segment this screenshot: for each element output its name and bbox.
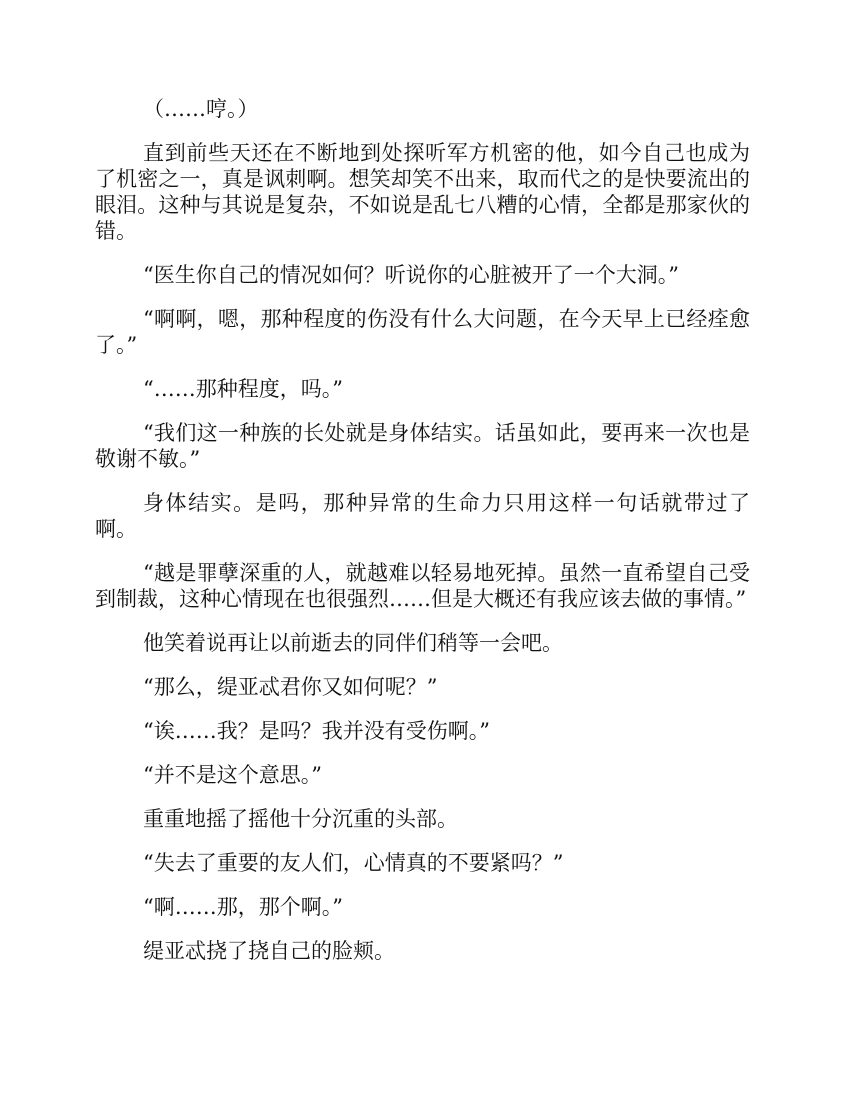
paragraph: 身体结实。是吗，那种异常的生命力只用这样一句话就带过了啊。 bbox=[95, 491, 750, 541]
paragraph: 直到前些天还在不断地到处探听军方机密的他，如今自己也成为了机密之一，真是讽刺啊。想笑却笑不出来，取而代之的是快要流出的眼泪。这种与其说是复杂，不如说是乱七八糟的心情，全都是那家伙的错。 bbox=[95, 141, 750, 243]
paragraph: “失去了重要的友人们，心情真的不要紧吗？” bbox=[143, 851, 564, 875]
paragraph: “我们这一种族的长处就是身体结实。话虽如此，要再来一次也是敬谢不敏。” bbox=[95, 421, 750, 471]
paragraph: “那么，缇亚忒君你又如何呢？” bbox=[143, 675, 438, 699]
paragraph: “……那种程度，吗。” bbox=[143, 377, 343, 401]
paragraph: “医生你自己的情况如何？听说你的心脏被开了一个大洞。” bbox=[143, 263, 679, 287]
paragraph: “诶……我？是吗？我并没有受伤啊。” bbox=[143, 719, 490, 743]
paragraph: 缇亚忒挠了挠自己的脸颊。 bbox=[143, 939, 395, 963]
paragraph: 他笑着说再让以前逝去的同伴们稍等一会吧。 bbox=[143, 631, 563, 655]
paragraph: “啊……那，那个啊。” bbox=[143, 895, 343, 919]
document-body bbox=[95, 96, 750, 982]
paragraph: “啊啊，嗯，那种程度的伤没有什么大问题，在今天早上已经痊愈了。” bbox=[95, 307, 750, 357]
paragraph: “并不是这个意思。” bbox=[143, 763, 322, 787]
paragraph: 重重地摇了摇他十分沉重的头部。 bbox=[143, 807, 458, 831]
paragraph: “越是罪孽深重的人，就越难以轻易地死掉。虽然一直希望自己受到制裁，这种心情现在也很强烈……但是大概还有我应该去做的事情。” bbox=[95, 561, 750, 611]
paragraph: （……哼。） bbox=[143, 97, 259, 121]
